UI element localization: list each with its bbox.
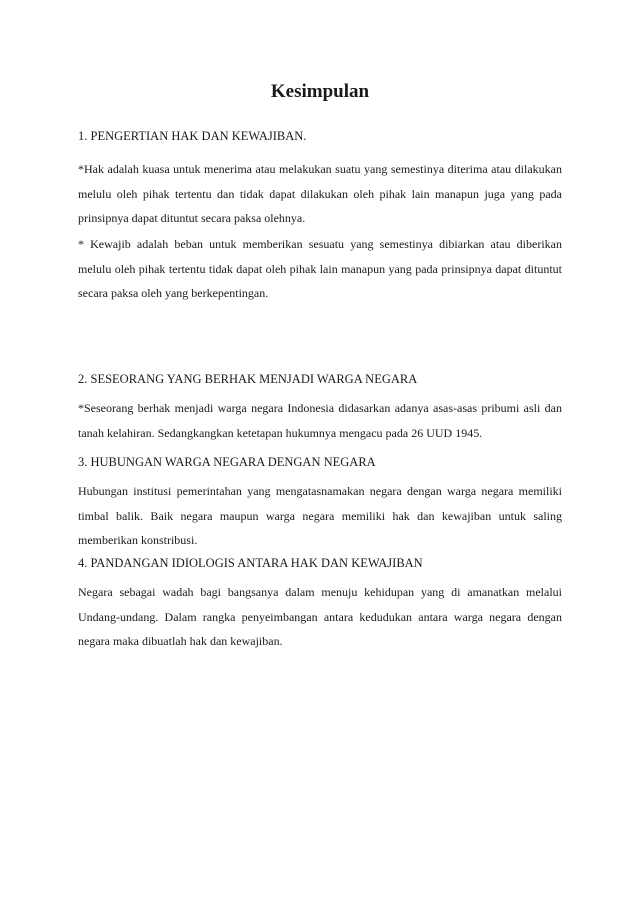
section-3-paragraph-1: Hubungan institusi pemerintahan yang mengatasnamakan negara dengan warga negara memiliki timbal balik. Baik negara maupun warga negara memiliki hak dan kewajiban untuk saling memberikan konstribusi. bbox=[78, 484, 562, 547]
section-heading-2: 2. SESEORANG YANG BERHAK MENJADI WARGA NEGARA bbox=[78, 372, 418, 386]
section-1-paragraph-1: *Hak adalah kuasa untuk menerima atau melakukan suatu yang semestinya diterima atau dilakukan melulu oleh pihak tertentu dan tidak dapat dilakukan oleh pihak lain manapun juga yang pada prinsipnya dapat dituntut secara paksa olehnya. bbox=[78, 162, 562, 225]
document-title: Kesimpulan bbox=[270, 81, 370, 102]
section-heading-3: 3. HUBUNGAN WARGA NEGARA DENGAN NEGARA bbox=[78, 455, 376, 469]
section-heading-4: 4. PANDANGAN IDIOLOGIS ANTARA HAK DAN KEWAJIBAN bbox=[78, 556, 423, 570]
section-4-paragraph-1: Negara sebagai wadah bagi bangsanya dalam menuju kehidupan yang di amanatkan melalui Undang-undang. Dalam rangka penyeimbangan antara kedudukan antara warga negara dengan negara maka dibuatlah hak dan kewajiban. bbox=[78, 585, 562, 648]
section-heading-1: 1. PENGERTIAN HAK DAN KEWAJIBAN. bbox=[78, 129, 307, 143]
section-2-paragraph-1: *Seseorang berhak menjadi warga negara Indonesia didasarkan adanya asas-asas pribumi asli dan tanah kelahiran. Sedangkangkan ketetapan hukumnya mengacu pada 26 UUD 1945. bbox=[78, 401, 562, 440]
section-1-paragraph-2: * Kewajib adalah beban untuk memberikan sesuatu yang semestinya dibiarkan atau diberikan melulu oleh pihak tertentu tidak dapat oleh pihak lain manapun yang pada prinsipnya dapat dituntut secara paksa oleh yang berkepentingan. bbox=[78, 237, 562, 300]
